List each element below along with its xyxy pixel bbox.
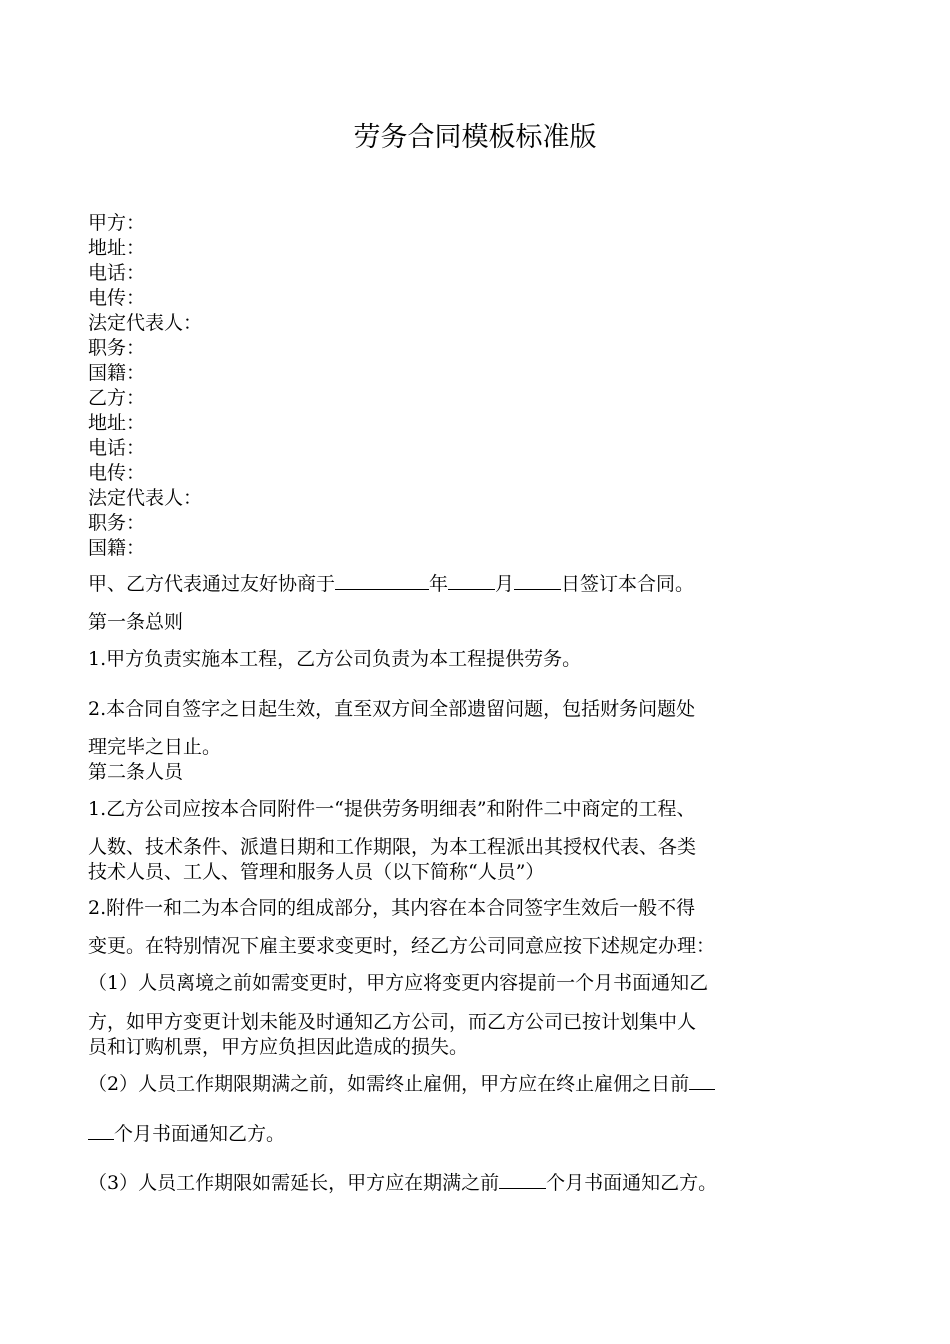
party-a-nationality-field: 国籍： bbox=[88, 362, 146, 384]
notice-months-blank-part-1 bbox=[689, 1071, 715, 1090]
party-b-name-field: 乙方： bbox=[88, 387, 146, 409]
party-a-address-field: 地址： bbox=[88, 237, 146, 259]
party-b-legal-rep-field: 法定代表人： bbox=[88, 487, 203, 509]
article-1-clause-2-line-1: 2.本合同自签字之日起生效，直至双方间全部遗留问题，包括财务问题处 bbox=[88, 698, 696, 720]
intro-text-3: 月 bbox=[495, 573, 515, 595]
party-b-position-field: 职务： bbox=[88, 512, 146, 534]
article-1-heading: 第一条总则 bbox=[88, 611, 184, 633]
article-2-item-1-line-1: （1）人员离境之前如需变更时，甲方应将变更内容提前一个月书面通知乙 bbox=[88, 972, 709, 994]
article-2-item-2-line-1 bbox=[88, 1070, 715, 1098]
party-a-legal-rep-field: 法定代表人： bbox=[88, 312, 203, 334]
party-b-phone-field: 电话： bbox=[88, 437, 146, 459]
article-1-clause-1: 1.甲方负责实施本工程，乙方公司负责为本工程提供劳务。 bbox=[88, 648, 582, 670]
item-3-text-2: 个月书面通知乙方。 bbox=[546, 1172, 718, 1194]
article-2-item-2-line-2 bbox=[88, 1120, 285, 1148]
article-2-item-1-line-3: 员和订购机票，甲方应负担因此造成的损失。 bbox=[88, 1036, 469, 1058]
article-2-clause-1-line-2: 人数、技术条件、派遣日期和工作期限，为本工程派出其授权代表、各类 bbox=[88, 836, 697, 858]
item-2-text-2: 个月书面通知乙方。 bbox=[114, 1123, 286, 1145]
article-2-clause-1-line-3: 技术人员、工人、管理和服务人员（以下简称“人员”） bbox=[88, 861, 545, 883]
extension-months-blank bbox=[499, 1170, 546, 1189]
year-blank bbox=[335, 571, 429, 590]
month-blank bbox=[448, 571, 495, 590]
party-b-address-field: 地址： bbox=[88, 412, 146, 434]
item-2-text-1: （2）人员工作期限期满之前，如需终止雇佣，甲方应在终止雇佣之日前 bbox=[88, 1073, 690, 1095]
party-b-fax-field: 电传： bbox=[88, 462, 146, 484]
party-a-name-field: 甲方： bbox=[88, 212, 146, 234]
article-2-heading: 第二条人员 bbox=[88, 761, 184, 783]
item-3-text-1: （3）人员工作期限如需延长，甲方应在期满之前 bbox=[88, 1172, 500, 1194]
document-title: 劳务合同模板标准版 bbox=[353, 122, 597, 153]
article-1-clause-2-line-2: 理完毕之日止。 bbox=[88, 736, 222, 758]
party-info-block bbox=[88, 211, 888, 561]
intro-text-1: 甲、乙方代表通过友好协商于 bbox=[88, 573, 336, 595]
intro-paragraph bbox=[88, 570, 694, 598]
intro-text-2: 年 bbox=[429, 573, 449, 595]
party-a-fax-field: 电传： bbox=[88, 287, 146, 309]
party-b-nationality-field: 国籍： bbox=[88, 537, 146, 559]
day-blank bbox=[514, 571, 561, 590]
notice-months-blank-part-2 bbox=[88, 1121, 114, 1140]
article-2-item-3 bbox=[88, 1169, 717, 1197]
party-a-phone-field: 电话： bbox=[88, 262, 146, 284]
article-2-clause-1-line-1: 1.乙方公司应按本合同附件一“提供劳务明细表”和附件二中商定的工程、 bbox=[88, 798, 696, 820]
party-a-position-field: 职务： bbox=[88, 337, 146, 359]
article-2-clause-2-line-2: 变更。在特别情况下雇主要求变更时，经乙方公司同意应按下述规定办理： bbox=[88, 935, 716, 957]
article-2-item-1-line-2: 方，如甲方变更计划未能及时通知乙方公司，而乙方公司已按计划集中人 bbox=[88, 1011, 697, 1033]
intro-text-4: 日签订本合同。 bbox=[561, 573, 695, 595]
article-2-clause-2-line-1: 2.附件一和二为本合同的组成部分，其内容在本合同签字生效后一般不得 bbox=[88, 897, 696, 919]
